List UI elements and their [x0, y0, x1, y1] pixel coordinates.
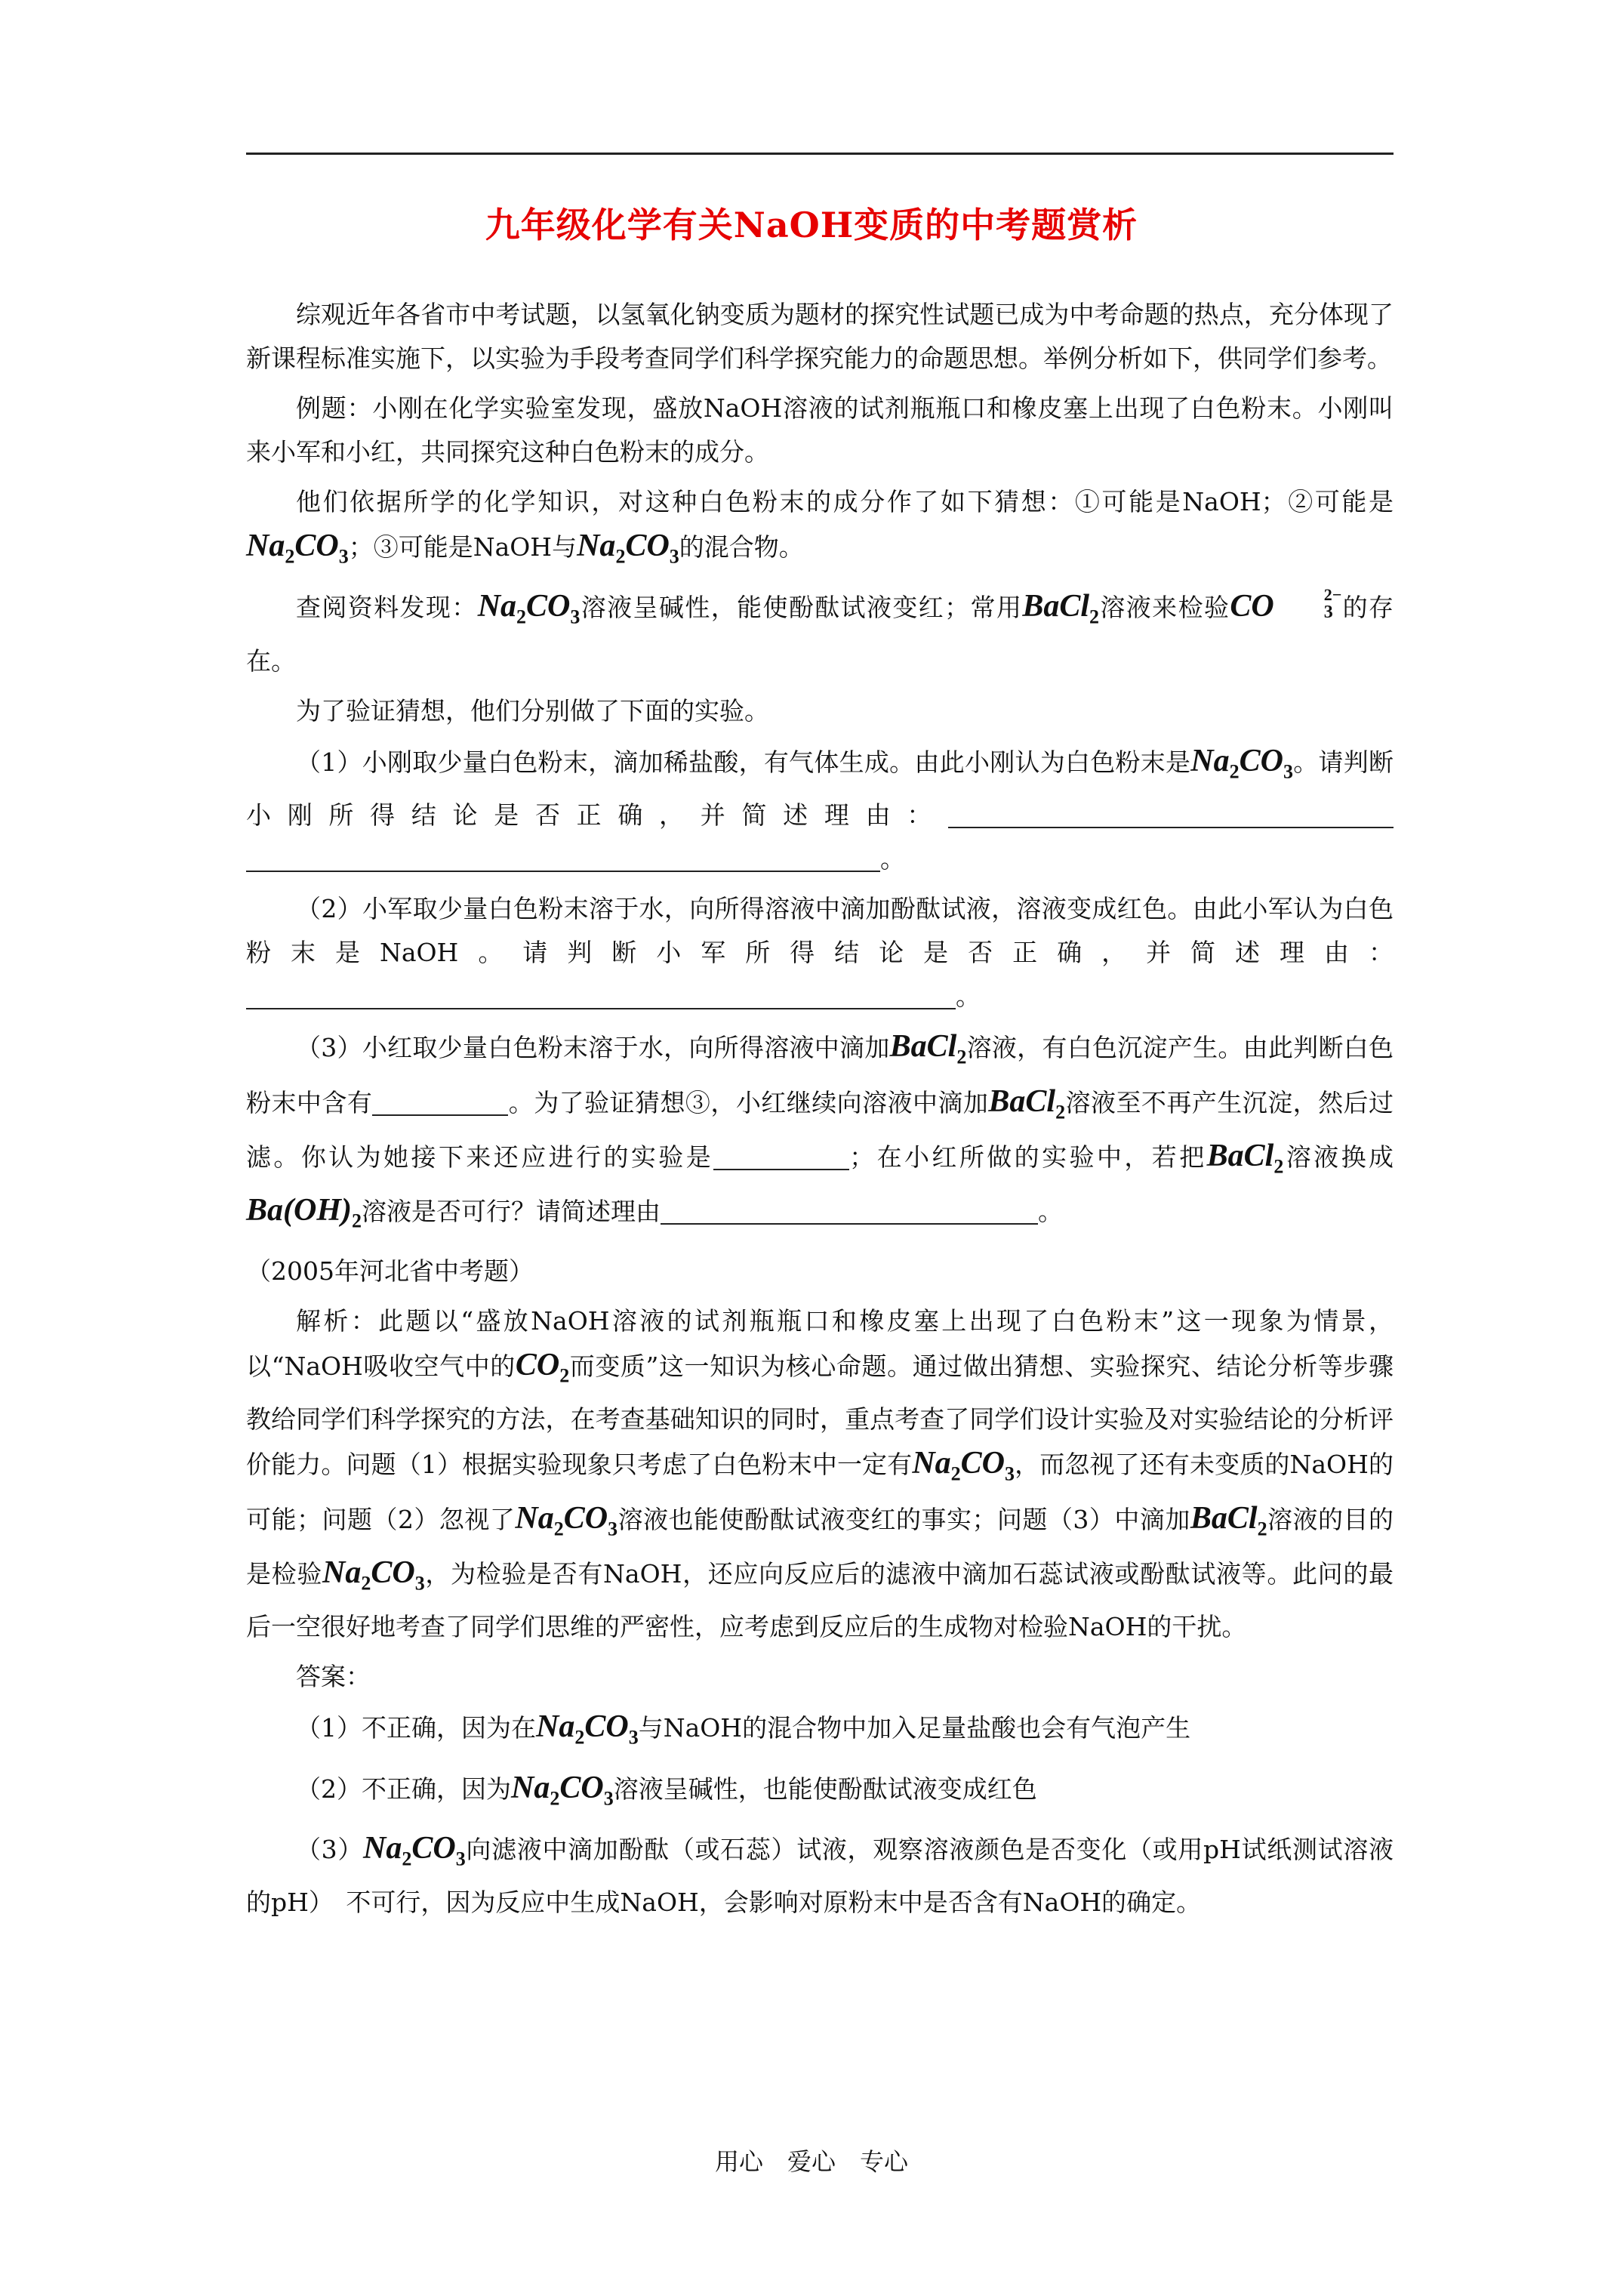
formula-bacl2: BaCl$_2$ — [1206, 1138, 1284, 1178]
answer-3: $(3)Na_2CO_3$向滤液中滴加酚酞（或石蕊）试液，观察溶液颜色是否变化（或用pH试纸测试溶液的pH） 不可行，因为反应中生成NaOH，会影响对原粉末中是否含有NaOH的确定。 — [246, 1831, 1394, 1918]
analysis-paragraph: 解析：此题以“盛放NaOH溶液的试剂瓶瓶口和橡皮塞上出现了白色粉末”这一现象为情景，以“NaOH吸收空气中的$CO_2$而变质”这一知识为核心命题。通过做出猜想、实验探究、结论分析等步骤教给同学们科学探究的方法，在考查基础知识的同时，重点考查了同学们设计实验及对实验结论的分析评价能力。问题（1）根据实验现象只考虑了白色粉末中一定有$Na_2CO_3$，而忽视了还有未变质的NaOH的可能；问题（2）忽视了$Na_2CO_3$溶液也能使酚酞试液变红的事实；问题（3）中滴加BaCl$_2$溶液的目的是检验$Na_2CO_3$，为检验是否有NaOH，还应向反应后的滤液中滴加石蕊试液或酚酞试液等。此问的最后一空很好地考查了同学们思维的严密性，应考虑到反应后的生成物对检验NaOH的干扰。 — [246, 1305, 1394, 1642]
formula-na2co3: $Na_2CO_3$ — [511, 1770, 614, 1810]
answer-blank[interactable] — [372, 1089, 508, 1116]
formula-bacl2: BaCl$_2$ — [889, 1029, 967, 1068]
formula-na2co3: $Na_2CO_3$ — [1190, 743, 1293, 783]
answer-blank[interactable] — [246, 846, 880, 872]
question-3: （3）小红取少量白色粉末溶于水，向所得溶液中滴加BaCl$_2$溶液，有白色沉淀产生。由此判断白色粉末中含有 。为了验证猜想③，小红继续向溶液中滴加BaCl$_2$溶液至不再产生沉淀，然后过滤。你认为她接下来还应进行的实验是 ；在小红所做的实验中，若把BaCl$_2$溶液换成$Ba(OH)_2$溶液是否可行？请简述理由 。 — [246, 1029, 1394, 1232]
answer-blank[interactable] — [713, 1144, 849, 1170]
formula-na2co3: $Na_2CO_3$ — [912, 1446, 1015, 1485]
question-2: （2）小军取少量白色粉末溶于水，向所得溶液中滴加酚酞试液，溶液变成红色。由此小军认为白色粉末是NaOH。请判断小军所得结论是否正确，并简述理由：。 — [246, 894, 1394, 1012]
intro-paragraph: 综观近年各省市中考试题，以氢氧化钠变质为题材的探究性试题已成为中考命题的热点，充分体现了新课程标准实施下，以实验为手段考查同学们科学探究能力的命题思想。举例分析如下，供同学们参考。 — [246, 300, 1394, 373]
formula-na2co3: $Na_2CO_3$ — [515, 1500, 618, 1539]
formula-na2co3: $Na_2CO_3$ — [536, 1709, 639, 1749]
reference-paragraph: 查阅资料发现：$Na_2CO_3$溶液呈碱性，能使酚酞试液变红；常用BaCl$_2$溶液来检验CO 2− 3 的存在。 — [246, 585, 1394, 676]
answer-blank[interactable] — [661, 1198, 1038, 1225]
answer-blank[interactable] — [246, 983, 956, 1009]
example-paragraph: 例题：小刚在化学实验室发现，盛放NaOH溶液的试剂瓶瓶口和橡皮塞上出现了白色粉末。小刚叫来小军和小红，共同探究这种白色粉末的成分。 — [246, 393, 1394, 467]
answer-blank[interactable] — [948, 802, 1394, 828]
answer-2: （2）不正确，因为$Na_2CO_3$溶液呈碱性，也能使酚酞试液变成红色 — [296, 1770, 1037, 1810]
article-body — [246, 293, 1394, 1931]
formula-na2co3: $Na_2CO_3$ — [577, 529, 679, 568]
formula-bacl2: BaCl$_2$ — [1022, 589, 1100, 628]
formula-co2: $CO_2$ — [515, 1347, 570, 1387]
formula-bacl2: BaCl$_2$ — [1190, 1500, 1267, 1539]
formula-na2co3: $Na_2CO_3$ — [246, 529, 349, 568]
answer-1: （1）不正确，因为在$Na_2CO_3$与NaOH的混合物中加入足量盐酸也会有气泡产生 — [296, 1709, 1191, 1749]
formula-na2co3: $Na_2CO_3$ — [477, 589, 581, 628]
header-rule — [246, 153, 1394, 155]
page-footer: 用心 爱心 专心 — [714, 2147, 908, 2176]
formula-baoh2: $Ba(OH)_2$ — [246, 1193, 362, 1232]
formula-co3-ion: CO 2− 3 — [1230, 585, 1342, 624]
formula-na2co3: $Na_2CO_3$ — [322, 1555, 425, 1595]
page-title: 九年级化学有关NaOH变质的中考题赏析 — [485, 205, 1138, 245]
hypothesis-paragraph: 他们依据所学的化学知识，对这种白色粉末的成分作了如下猜想：①可能是NaOH；②可能是$Na_2CO_3$；③可能是NaOH与$Na_2CO_3$的混合物。 — [246, 487, 1394, 568]
answer-label: 答案： — [296, 1662, 371, 1692]
question-source: （2005年河北省中考题） — [246, 1256, 534, 1286]
formula-na2co3: $Na_2CO_3$ — [363, 1831, 466, 1870]
experiment-intro: 为了验证猜想，他们分别做了下面的实验。 — [296, 695, 769, 726]
formula-bacl2: BaCl$_2$ — [988, 1083, 1066, 1123]
question-1: （1）小刚取少量白色粉末，滴加稀盐酸，有气体生成。由此小刚认为白色粉末是$Na_2CO_3$。请判断小刚所得结论是否正确，并简述理由：。 — [246, 743, 1394, 874]
